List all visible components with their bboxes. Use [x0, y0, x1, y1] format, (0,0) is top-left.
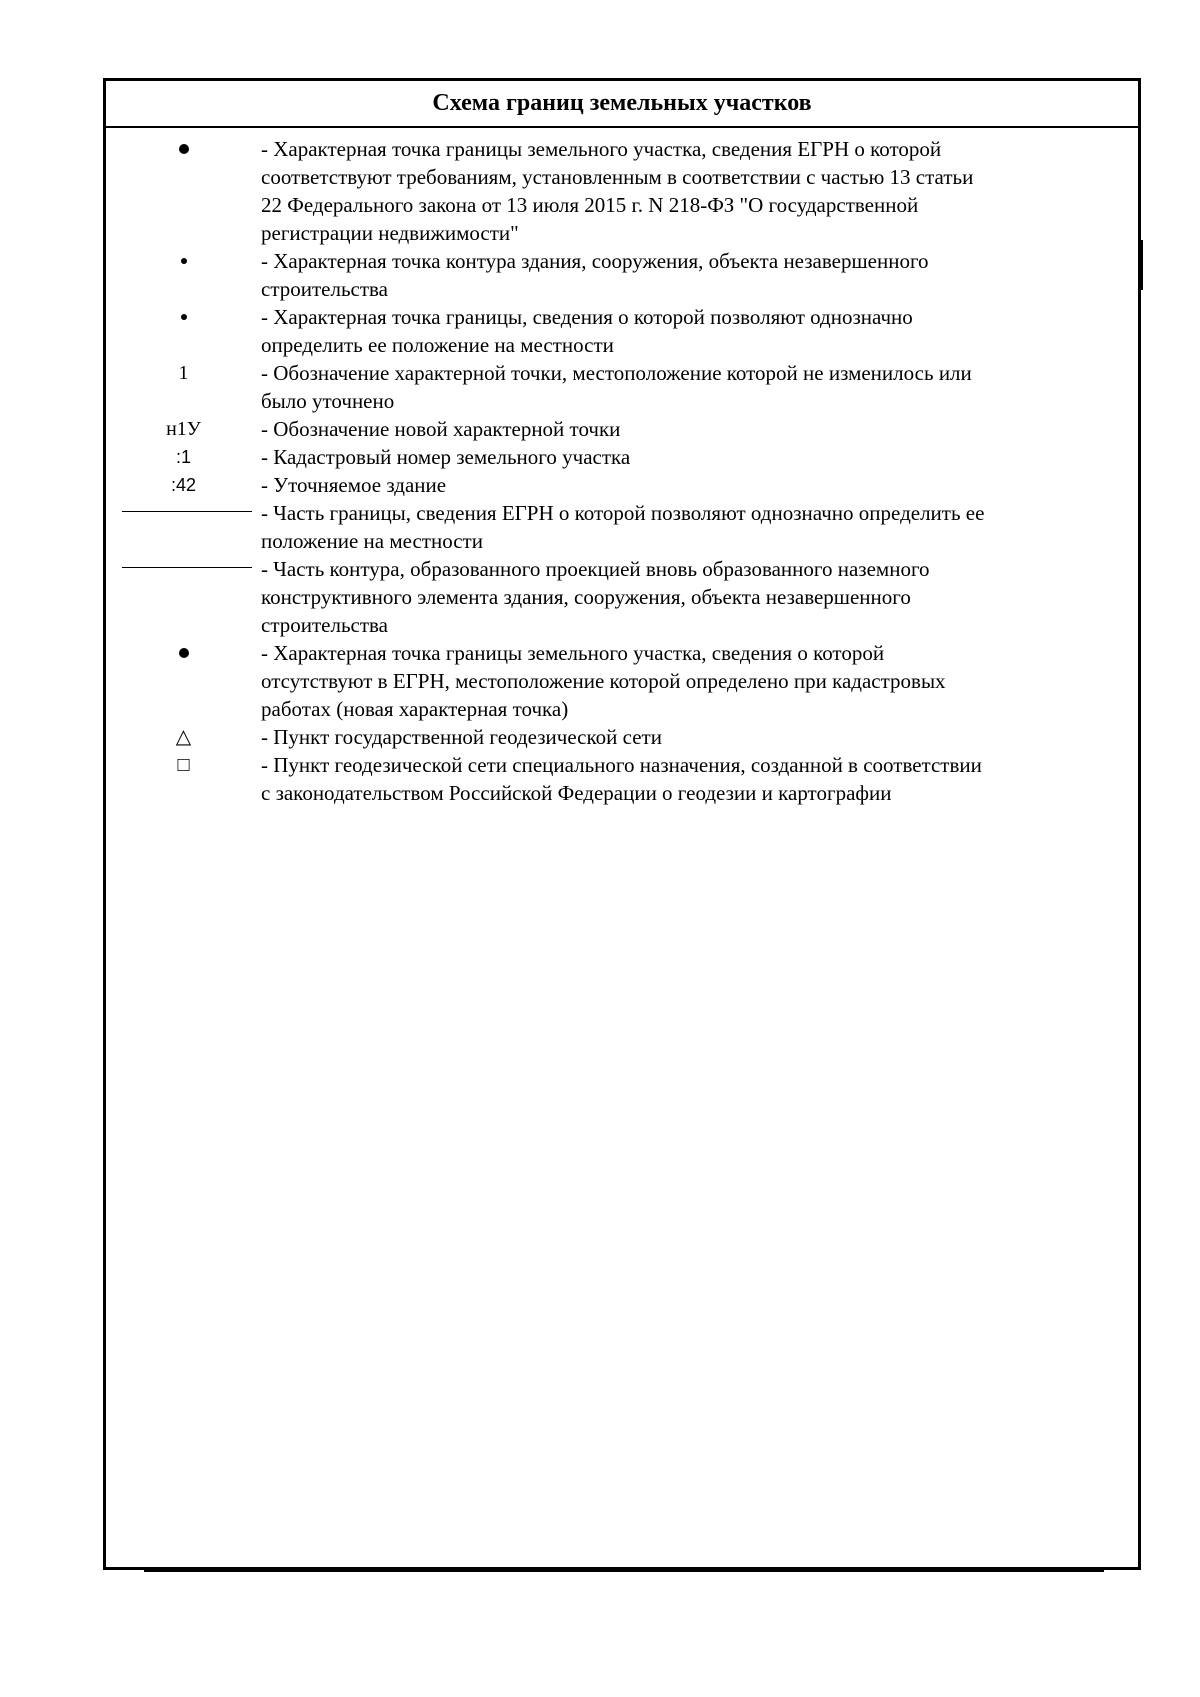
- contour-line-icon: [122, 567, 252, 568]
- bottom-divider: [144, 1570, 1104, 1572]
- legend-description: - Характерная точка границы земельного участка, сведения о которой отсутствуют в ЕГРН, местоположение которой определено при кадастровых работах (новая характерная точка): [261, 641, 946, 721]
- legend-description: - Часть контура, образованного проекцией вновь образованного наземного конструктивного элемента здания, сооружения, объекта незавершенного строительства: [261, 557, 930, 637]
- triangle-icon: △: [175, 726, 192, 748]
- legend-item: [106, 471, 1138, 499]
- legend-item: [106, 303, 1138, 359]
- legend-item: [106, 639, 1138, 723]
- legend-item: [106, 415, 1138, 443]
- title-bar: [106, 81, 1138, 128]
- legend-symbol: [106, 639, 261, 667]
- legend-symbol: [106, 723, 261, 751]
- legend-item: [106, 135, 1138, 247]
- square-icon: □: [177, 754, 190, 776]
- new-point-label: н1У: [166, 418, 201, 440]
- legend-symbol: [106, 135, 261, 163]
- legend-description: - Кадастровый номер земельного участка: [261, 445, 631, 469]
- legend-item: [106, 247, 1138, 303]
- schema-frame: [103, 78, 1141, 1570]
- legend-item: [106, 751, 1138, 807]
- legend-item: [106, 499, 1138, 555]
- legend-description: - Пункт государственной геодезической сети: [261, 725, 662, 749]
- legend-symbol: [106, 443, 261, 471]
- building-point-icon: [181, 258, 187, 264]
- legend-description: - Уточняемое здание: [261, 473, 447, 497]
- legend: [106, 128, 1138, 807]
- legend-description: - Характерная точка контура здания, сооружения, объекта незавершенного строительства: [261, 249, 929, 301]
- new-boundary-point-icon: [179, 648, 189, 658]
- legend-description: - Пункт геодезической сети специального назначения, созданной в соответствии с законодательством Российской Федерации о геодезии и картографии: [261, 753, 982, 805]
- boundary-point-small-icon: [181, 314, 187, 320]
- legend-description: - Обозначение характерной точки, местоположение которой не изменилось или было уточнено: [261, 361, 972, 413]
- legend-symbol: [106, 303, 261, 331]
- legend-item: [106, 359, 1138, 415]
- legend-description: - Характерная точка границы земельного участка, сведения ЕГРН о которой соответствуют требованиям, установленным в соответствии с частью 13 статьи 22 Федерального закона от 13 июля 2015 г. N 218-ФЗ "О государственной регистрации недвижимости": [261, 137, 974, 245]
- boundary-point-large-icon: [179, 144, 189, 154]
- legend-symbol: [106, 499, 261, 527]
- legend-symbol: [106, 751, 261, 779]
- legend-item: [106, 723, 1138, 751]
- legend-symbol: [106, 359, 261, 387]
- legend-symbol: [106, 555, 261, 583]
- legend-item: [106, 443, 1138, 471]
- legend-description: - Характерная точка границы, сведения о которой позволяют однозначно определить ее положение на местности: [261, 305, 913, 357]
- legend-description: - Обозначение новой характерной точки: [261, 417, 621, 441]
- boundary-line-icon: [122, 511, 252, 512]
- cadastral-number-label: :1: [175, 447, 191, 467]
- legend-description: - Часть границы, сведения ЕГРН о которой позволяют однозначно определить ее положение на местности: [261, 501, 985, 553]
- legend-item: [106, 555, 1138, 639]
- building-number-label: :42: [170, 475, 197, 495]
- page-title: Схема границ земельных участков: [432, 90, 812, 116]
- point-number-label: 1: [178, 362, 189, 384]
- edge-marker: [1140, 240, 1143, 290]
- legend-symbol: [106, 415, 261, 443]
- legend-symbol: [106, 471, 261, 499]
- legend-symbol: [106, 247, 261, 275]
